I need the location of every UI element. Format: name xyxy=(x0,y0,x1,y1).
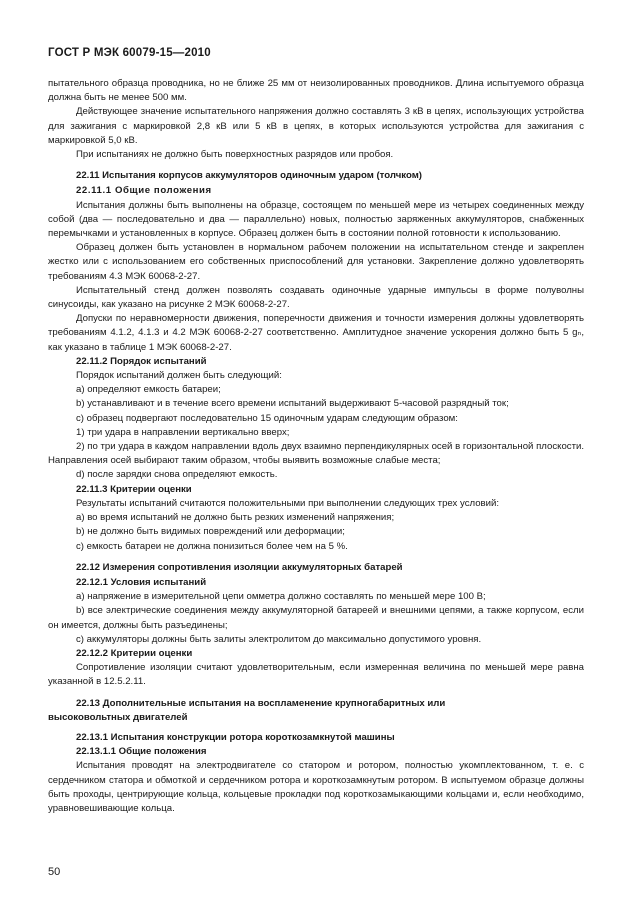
subsection-heading: 22.13.1.1 Общие положения xyxy=(76,746,207,758)
paragraph: Образец должен быть установлен в нормальном рабочем положении на испытательном стенде и закреплен жестко или с использованием его собственных приспособлений для установки. Закрепление должно удовлетворять требованиям 4.3 МЭК 60068-2-27. xyxy=(48,242,584,282)
subsection-heading: 22.12.2 Критерии оценки xyxy=(76,647,193,659)
list-item: b) устанавливают и в течение всего времени испытаний выдерживают 5-часовой разрядный ток; xyxy=(76,398,509,410)
paragraph: пытательного образца проводника, но не ближе 25 мм от неизолированных проводников. Длина испытуемого образца должна быть не менее 500 мм. xyxy=(48,78,584,104)
paragraph: При испытаниях не должно быть поверхностных разрядов или пробоя. xyxy=(76,149,394,161)
list-item: b) не должно быть видимых повреждений или деформации; xyxy=(76,526,345,538)
document-header: ГОСТ Р МЭК 60079-15—2010 xyxy=(48,47,211,59)
document-body xyxy=(48,77,584,816)
paragraph: Испытания должны быть выполнены на образце, состоящем по меньшей мере из четырех соединенных между собой (два — последовательно и два — параллельно) новых, полностью заряженных аккумуляторов, снабженных перемычками и установленных в корпусе. Образец должен быть в состоянии полной готовности к использованию. xyxy=(48,199,584,240)
paragraph: Допуски по неравномерности движения, поперечности движения и точности измерения должны удовлетворять требованиям 4.1.2, 4.1.3 и 4.2 МЭК 60068-2-27 соответственно. Амплитудное значение ускорения должно быть 5 gₙ, как указано в таблице 1 МЭК 60068-2-27. xyxy=(48,313,584,353)
list-item: а) во время испытаний не должно быть резких изменений напряжения; xyxy=(76,512,395,524)
subsection-heading: 22.13.1 Испытания конструкции ротора короткозамкнутой машины xyxy=(76,731,395,743)
list-item: а) определяют емкость батареи; xyxy=(76,384,221,396)
subsection-heading: 22.11.2 Порядок испытаний xyxy=(76,355,207,367)
list-item: с) образец подвергают последовательно 15 одиночным ударам следующим образом: xyxy=(76,412,458,424)
list-item: с) емкость батареи не должна понизиться более чем на 5 %. xyxy=(76,540,348,552)
list-item: d) после зарядки снова определяют емкость. xyxy=(76,469,278,481)
list-item: 2) по три удара в каждом направлении вдоль двух взаимно перпендикулярных осей в горизонтальной плоскости. Направления осей выбирают таким образом, чтобы выявить возможные слабые места; xyxy=(48,441,584,467)
section-heading: 22.13 Дополнительные испытания на воспламенение крупногабаритных или высоковольтных двигателей xyxy=(48,697,446,723)
list-item: а) напряжение в измерительной цепи омметра должно составлять по меньшей мере 100 В; xyxy=(76,591,486,603)
list-item: b) все электрические соединения между аккумуляторной батареей и внешними цепями, а также корпусом, если он имеется, должны быть разъединены; xyxy=(48,605,584,631)
list-item: 1) три удара в направлении вертикально вверх; xyxy=(76,426,290,438)
subsection-heading: 22.11.1 Общие положения xyxy=(76,185,212,197)
subsection-heading: 22.11.3 Критерии оценки xyxy=(76,483,192,495)
paragraph: Испытательный стенд должен позволять создавать одиночные ударные импульсы в форме полуволны синусоиды, как указано на рисунке 2 МЭК 60068-2-27. xyxy=(48,284,584,311)
page-number: 50 xyxy=(48,866,61,878)
paragraph: Результаты испытаний считаются положительными при выполнении следующих трех условий: xyxy=(76,497,500,509)
paragraph: Порядок испытаний должен быть следующий: xyxy=(76,370,282,382)
list-item: с) аккумуляторы должны быть залиты электролитом до максимально допустимого уровня. xyxy=(76,633,482,645)
paragraph: Испытания проводят на электродвигателе со статором и ротором, полностью укомплектованном, т. е. с сердечником статора и обмоткой и сердечником ротора и короткозамкнутым ротором. В испытуемом образце должны быть проходы, центрирующие кольца, кольцевые прокладки под короткозамыкающими кольцами и, если необходимо, уравновешивающие кольца. xyxy=(48,760,584,814)
section-heading: 22.11 Испытания корпусов аккумуляторов одиночным ударом (толчком) xyxy=(76,170,422,182)
paragraph: Действующее значение испытательного напряжения должно составлять 3 кВ в цепях, использующих устройства для зажигания с маркировкой 2,8 кВ или 5 кВ в цепях, в которых используются устройства для зажигания с маркировкой 5,0 кВ. xyxy=(48,106,584,146)
paragraph: Сопротивление изоляции считают удовлетворительным, если измеренная величина по меньшей мере равна указанной в 12.5.2.11. xyxy=(48,662,584,688)
subsection-heading: 22.12.1 Условия испытаний xyxy=(76,576,207,588)
section-heading: 22.12 Измерения сопротивления изоляции аккумуляторных батарей xyxy=(76,561,403,573)
